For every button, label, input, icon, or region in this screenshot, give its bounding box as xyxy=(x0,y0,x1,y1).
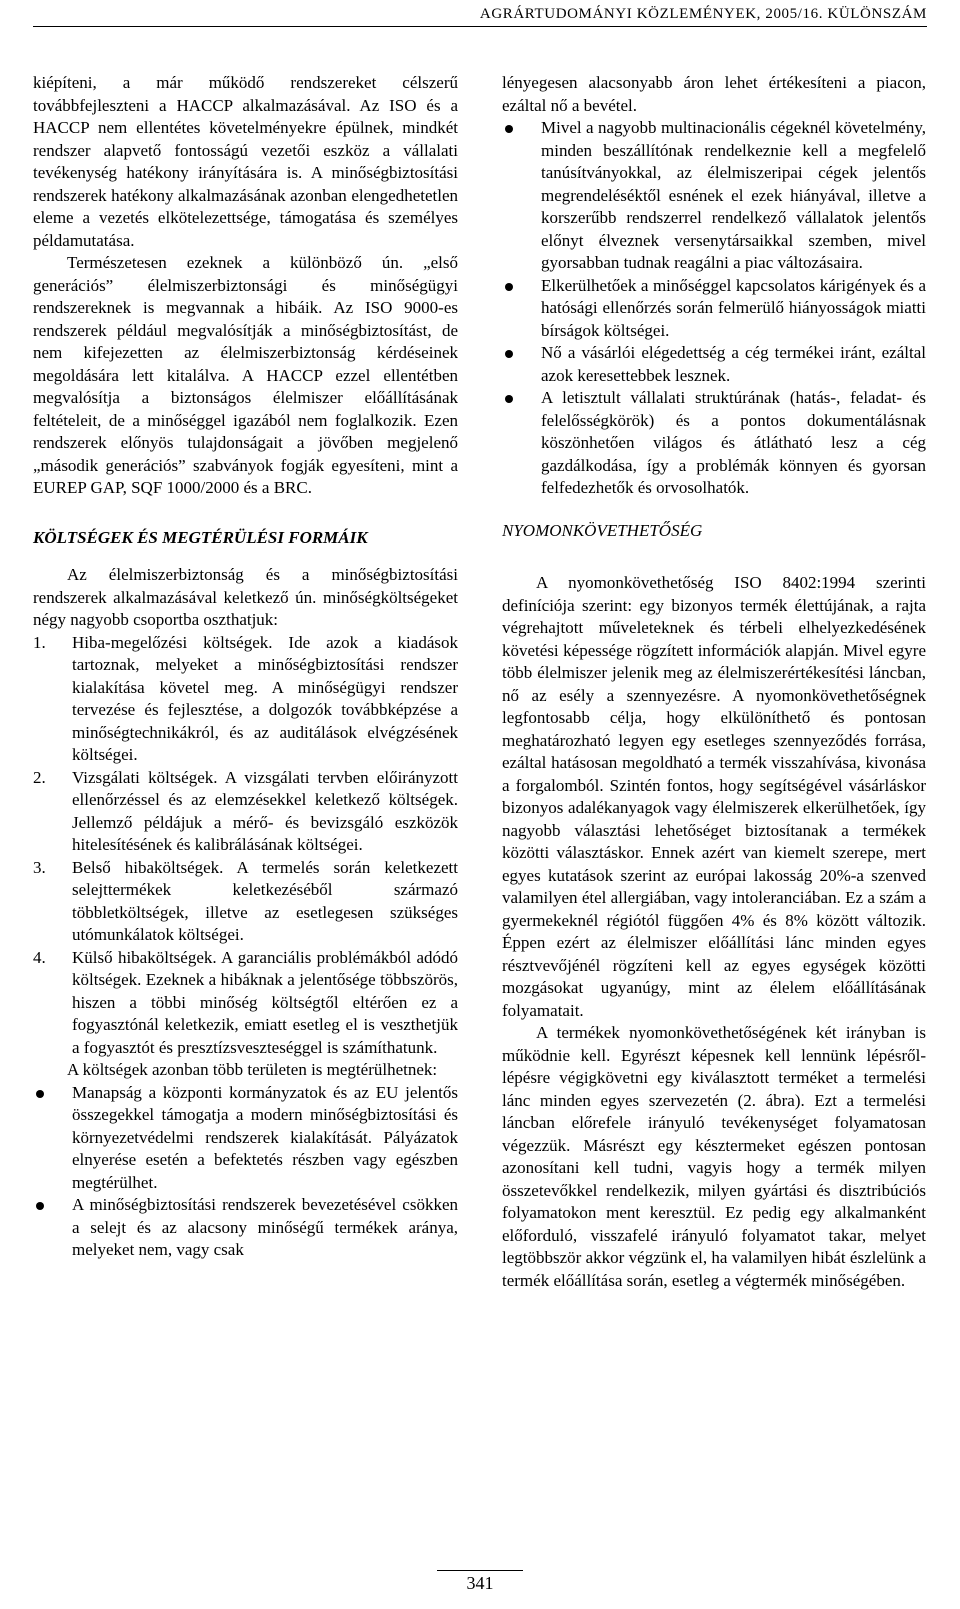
bullet-text: Nő a vásárlói elégedettség a cég termékei iránt, ezáltal azok keresettebbek lesznek. xyxy=(541,343,926,385)
section-heading-costs: KÖLTSÉGEK ÉS MEGTÉRÜLÉSI FORMÁIK xyxy=(33,527,368,547)
list-item xyxy=(33,632,458,767)
numbered-list xyxy=(33,632,458,1060)
bullet-item xyxy=(502,275,926,343)
paragraph: A költségek azonban több területen is megtérülhetnek: xyxy=(67,1060,438,1079)
list-item xyxy=(33,857,458,947)
bullet-text: A letisztult vállalati struktúrának (hatás-, feladat- és felelősségkörök) és a pontos dokumentálásnak köszönhetően világos és átlátható lesz a cég gazdálkodása, így a problémák könnyen és gyorsan felfedezhetők és orvosolhatók. xyxy=(541,388,926,497)
paragraph: Az élelmiszerbiztonság és a minőségbiztosítási rendszerek alkalmazásával keletkező ún. minőségköltségeket négy nagyobb csoportba oszthatjuk: xyxy=(33,565,458,629)
bullet-item xyxy=(33,1194,458,1262)
list-number: 3. xyxy=(33,857,46,877)
footer-divider xyxy=(437,1570,523,1571)
bullet-icon xyxy=(36,1090,44,1098)
bullet-icon xyxy=(505,350,513,358)
running-header xyxy=(33,0,927,27)
bullet-text: Mivel a nagyobb multinacionális cégeknél követelmény, minden beszállítónak rendelkeznie kell a megfelelő tanúsítványokkal, az élelmiszeripai cégek jelentős megrendeléséktől esnének el ezek hiányával, illetve a korszerűbb rendszerrel rendelkező vállalatok jelentős előnyt élveznek versenytársaikkal szemben, mivel gyorsabban tudnak reagálni a piac változásaira. xyxy=(541,118,926,272)
paragraph: kiépíteni, a már működő rendszereket célszerű továbbfejleszteni a HACCP alkalmazásával. Az ISO és a HACCP nem ellentétes követelményekre épülnek, mindkét rendszer alapvető fontosságú vezetői eszköz a vállalati tevékenység hatékony irányítására is. A minőségbiztosítási rendszerek hatékony alkalmazásának azonban elengedhetetlen eleme a vezetés elkötelezettsége, támogatása és személyes példamutatása. xyxy=(33,73,458,250)
list-item-text: Külső hibaköltségek. A garanciális problémákból adódó költségek. Ezeknek a hibáknak a jelentősége többszörös, hiszen a többi minőség költségtől eltérően ez a fogyasztónál keletkezik, emiatt esetleg el is veszthetjük a fogyasztót és presztízsveszteséggel is számíthatunk. xyxy=(72,947,458,1057)
bullet-item xyxy=(502,387,926,500)
list-number: 4. xyxy=(33,947,46,967)
list-item-text: Vizsgálati költségek. A vizsgálati tervben előirányzott ellenőrzéssel és az elemzésekkel keletkező költségek. Jellemző példájuk a mérő- és bevizsgáló eszközök hitelesítésének és kalibrálásának költségei. xyxy=(72,767,458,854)
list-number: 2. xyxy=(33,767,46,787)
paragraph: Természetesen ezeknek a különböző ún. „első generációs” élelmiszerbiztonsági és minőségügyi rendszereknek is megvannak a hibáik. Az ISO 9000-es rendszerek például megvalósítják a minőségbiztosítást, de nem kifejezetten az élelmiszerbiztonság kérdéseinek megoldására lett kitalálva. A HACCP ezzel ellentétben megvalósítja a biztonságos élelmiszer előállításának feltételeit, de a minőséggel igazából nem foglalkozik. Ezen rendszerek előnyös tulajdonságait a jövőben megjelenő „második generációs” szabványok fogják egyesíteni, mint a EUREP GAP, SQF 1000/2000 és a BRC. xyxy=(33,253,458,497)
bullet-list xyxy=(33,1082,458,1262)
list-item-text: Hiba-megelőzési költségek. Ide azok a kiadások tartoznak, melyeket a minőségbiztosítási rendszer kialakítása követel meg. A minőségügyi rendszer tervezése és fejlesztése, a dolgozók továbbképzése a minőségtechnikákról, és az auditálások elvégzésének költségei. xyxy=(72,632,458,764)
left-column xyxy=(33,72,458,1262)
bullet-item xyxy=(502,342,926,387)
bullet-list xyxy=(502,117,926,500)
journal-title: AGRÁRTUDOMÁNYI KÖZLEMÉNYEK, 2005/16. KÜLÖNSZÁM xyxy=(479,6,927,22)
paragraph: lényegesen alacsonyabb áron lehet értékesíteni a piacon, ezáltal nő a bevétel. xyxy=(502,73,926,115)
bullet-icon xyxy=(505,283,513,291)
bullet-text: Manapság a központi kormányzatok és az EU jelentős összegekkel támogatja a modern minőségbiztosítási és környezetvédelmi rendszerek kialakítását. Pályázatok elnyerése esetén a befektetés részben vagy egészben megtérülhet. xyxy=(72,1082,458,1192)
bullet-item xyxy=(33,1082,458,1195)
bullet-text: A minőségbiztosítási rendszerek bevezetésével csökken a selejt és az alacsony minőségű termékek aránya, melyeket nem, vagy csak xyxy=(72,1195,458,1259)
list-item xyxy=(33,767,458,857)
bullet-text: Elkerülhetőek a minőséggel kapcsolatos kárigények és a hatósági ellenőrzés során felmerülő hiányosságok miatti bírságok költségei. xyxy=(541,275,926,340)
page-number: 341 xyxy=(466,1573,494,1593)
bullet-icon xyxy=(505,395,513,403)
section-heading-traceability: NYOMONKÖVETHETŐSÉG xyxy=(502,520,703,540)
bullet-item xyxy=(502,117,926,275)
bullet-icon xyxy=(36,1202,44,1210)
paragraph: A nyomonkövethetőség ISO 8402:1994 szerinti definíciója szerint: egy bizonyos termék élettújának, a rajta végrehajtott műveleteknek és térbeli elhelyezkedésének követési képessége rögzített információk alapján. Mivel egyre több élelmiszer jelenik meg az élelmiszerértékesítési láncban, nő az esély a szennyezésre. A nyomonkövethetőségnek legfontosabb célja, hogy elkülöníthető és pontosan meghatározható legyen egy esetleges szennyeződés forrása, ezáltal hatásosan megoldható a termék visszahívása, kivonása a forgalomból. Szintén fontos, hogy segítségével vásárláskor bizonyos adalékanyagok vagy élelmiszerek elkerülhetőek, így nagyobb választási lehetőséget biztosítanak a termékek közötti választáskor. Ennek azért van kiemelt szerepe, mert egyes kutatások szerint az európai lakosság 20%-a szenved valamilyen étel allergiában, vagy intoleranciában. Ez a szám a gyermekeknél régiótól függően 4% és 8% között változik. Éppen ezért az élelmiszer előállítási lánc minden egyes résztvevőjénél rögzíteni kell az egyes egységek közötti mozgásokat ugyanúgy, mint az élelem előállításának folyamatait. xyxy=(502,573,926,1020)
list-item xyxy=(33,947,458,1060)
right-column xyxy=(502,72,926,1292)
list-item-text: Belső hibaköltségek. A termelés során keletkezett selejttermékek keletkezéséből származó többletköltségek, illetve az esetlegesen szükséges utómunkálatok költségei. xyxy=(72,857,458,944)
list-number: 1. xyxy=(33,632,46,652)
bullet-icon xyxy=(505,125,513,133)
paragraph: A termékek nyomonkövethetőségének két irányban is működnie kell. Egyrészt képesnek kell lennünk lépésről-lépésre végigkövetni egy kiválasztott terméket a termelési lánc minden egyes szervezetén (2. ábra). Ezt a termelési láncban előrefele irányuló tevékenységet folyamatosan végezzük. Másrészt egy késztermeket egészen pontosan azonosítani kell tudni, vagyis hogy a termék milyen összetevőkkel rendelkezik, milyen gyártási és disztribúciós folyamatokon ment keresztül. Ez pedig egy alkalmanként előforduló, visszafelé irányuló folyamatot takar, melyet legtöbbször akkor végzünk el, ha valamilyen hibát észlelünk a termék előállítása során, esetleg a végtermék minőségében. xyxy=(502,1023,926,1290)
